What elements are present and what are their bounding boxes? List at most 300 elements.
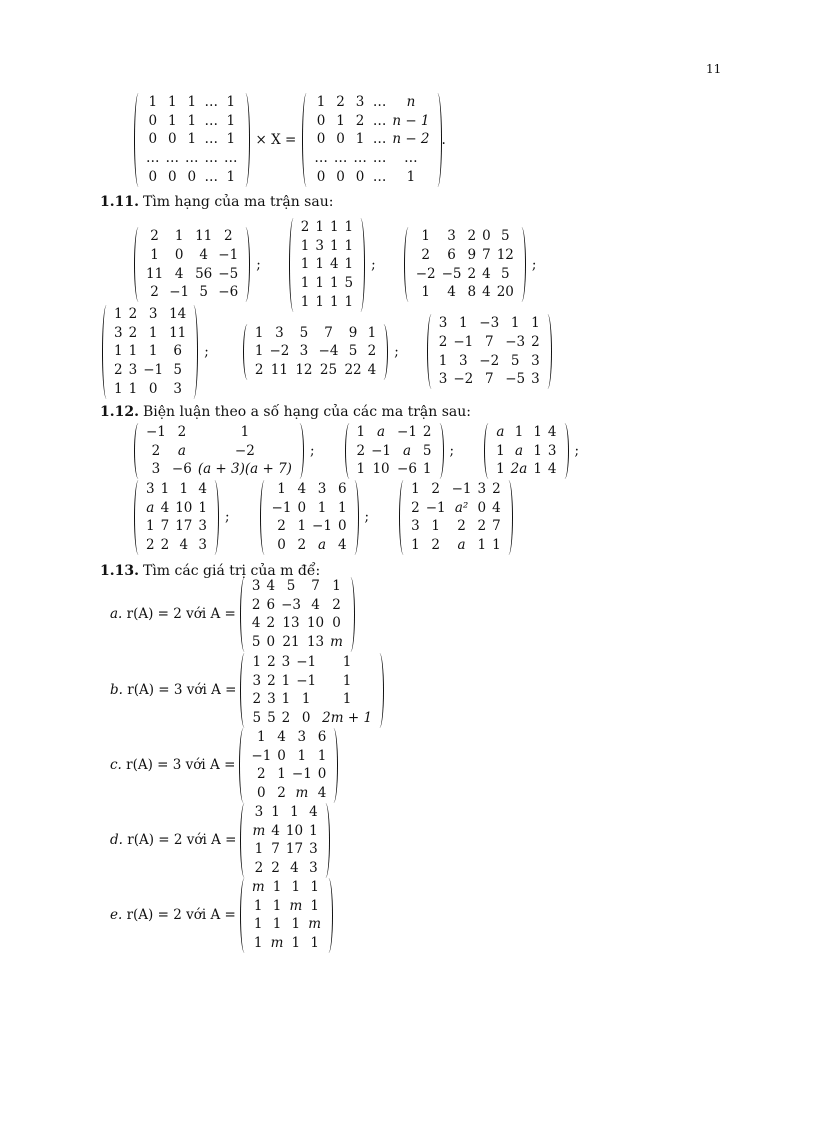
matrix-cell: 3 [438, 315, 448, 332]
matrix-cell: 1 [431, 518, 440, 535]
separator: ; [204, 343, 209, 360]
matrix-cell: 1 [317, 747, 327, 764]
matrix-cell: 1 [356, 461, 366, 478]
matrix-cell: 1 [114, 343, 123, 360]
matrix-cell: 2 [281, 710, 291, 727]
sub-question-label: e. r(A) = 2 với A = [110, 907, 236, 924]
matrix-cell: 3 [114, 324, 123, 341]
matrix-cell: 2 [300, 219, 310, 235]
matrix [302, 93, 441, 187]
matrix-cell: 3 [438, 371, 448, 388]
matrix-cell: −2 [479, 352, 500, 369]
matrix-cell: m [330, 634, 343, 651]
matrix-cell: 4 [199, 247, 208, 264]
matrix-cell: 1 [342, 672, 352, 689]
matrix-cell: 1 [301, 691, 311, 708]
matrix-cell: −4 [318, 343, 339, 360]
matrix-left-paren [240, 653, 249, 728]
matrix-cell: 1 [277, 481, 286, 497]
matrix-cell: 1 [300, 293, 310, 310]
matrix-cell: 5 [199, 284, 208, 301]
matrix-cell: a [496, 424, 505, 440]
matrix-cell: 2 [128, 306, 138, 322]
matrix-cell: 3 [447, 228, 456, 245]
matrix-cell: n − 1 [392, 112, 430, 129]
matrix-cell: 0 [477, 499, 487, 516]
matrix-cell: 22 [344, 362, 362, 379]
matrix-cell: 1 [272, 916, 282, 933]
matrix-cell: 1 [422, 461, 432, 478]
matrix [404, 227, 526, 302]
matrix-left-paren [260, 480, 269, 555]
matrix-cell: 1 [411, 537, 420, 554]
matrix-cell: 4 [198, 481, 207, 497]
exercise-number: 1.11. [100, 194, 139, 210]
matrix-cell: 1 [496, 442, 505, 459]
exercise-number: 1.13. [100, 563, 139, 579]
matrix-cell: 2 [467, 228, 477, 245]
exercise-title: Tìm hạng của ma trận sau: [142, 194, 334, 210]
matrix-cell: 12 [496, 247, 514, 264]
matrix-left-paren [240, 803, 249, 878]
matrix-cell: 1 [226, 168, 236, 185]
matrix-cell: 2 [150, 284, 159, 301]
sub-question-a [110, 577, 355, 652]
matrix-cell: −3 [505, 334, 526, 351]
matrix-cell: 4 [482, 265, 491, 282]
matrix-cell: 2 [421, 247, 430, 264]
matrix-cell: 1 [438, 352, 448, 369]
matrix-cell: 2 [297, 537, 307, 554]
matrix-left-paren [240, 577, 249, 652]
matrix-cell: … [165, 150, 179, 167]
matrix-cell: 5 [299, 324, 309, 341]
matrix-right-paren [435, 423, 444, 479]
matrix-cell: 1 [226, 94, 236, 110]
separator: ; [394, 343, 399, 360]
matrix-right-paren [321, 803, 330, 878]
matrix-cell: 5 [173, 362, 182, 379]
matrix-cell: 2 [477, 518, 487, 535]
matrix-cell: a [146, 499, 155, 516]
matrix-cell: 12 [295, 362, 313, 379]
matrix-cell: 1 [342, 691, 352, 708]
matrix [240, 878, 333, 953]
matrix-cell: 0 [187, 168, 197, 185]
matrix-cell: … [224, 150, 238, 167]
matrix-cell: 11 [270, 362, 288, 379]
matrix-cell: −1 [296, 672, 317, 689]
matrix-left-paren [289, 218, 298, 312]
matrix-cell: 1 [252, 654, 262, 670]
matrix-cell: 1 [309, 822, 318, 839]
matrix-cell: 1 [271, 804, 280, 820]
matrix-cell: 1 [160, 481, 170, 497]
matrix [240, 577, 355, 652]
matrix-cell: 3 [297, 729, 307, 745]
matrix-cell: −1 [146, 424, 166, 440]
matrix-right-paren [543, 314, 552, 389]
matrix-cell: 3 [275, 324, 284, 341]
equation-operator: × X = [255, 131, 297, 148]
matrix-cell: 2 [146, 537, 155, 554]
matrix-cell: 10 [175, 499, 193, 516]
matrix-cell: 4 [547, 424, 557, 440]
matrix-cell: −3 [281, 596, 301, 613]
matrix-cell: 3 [315, 237, 324, 254]
matrix-cell: −3 [479, 315, 500, 332]
matrix-left-paren [399, 480, 408, 555]
matrix-cell: 3 [146, 481, 155, 497]
matrix-cell: 1 [187, 94, 197, 110]
matrix-cell: 1 [297, 518, 307, 535]
matrix-cell: 4 [447, 284, 456, 301]
matrix-cell: −1 [143, 362, 164, 379]
sub-question-d [110, 803, 330, 878]
matrix-right-paren [350, 480, 359, 555]
matrix-cell: 1 [310, 897, 319, 914]
matrix-cell: 0 [277, 747, 286, 764]
matrix [240, 803, 329, 878]
matrix-cell: 2 [177, 424, 187, 440]
matrix-row [134, 480, 513, 555]
matrix-cell: 3 [531, 352, 540, 369]
exercise-title: Tìm các giá trị của m để: [142, 563, 321, 579]
matrix [484, 423, 568, 479]
matrix-cell: 1 [337, 499, 347, 516]
matrix-cell: 2 [254, 362, 264, 379]
matrix-cell: −2 [415, 265, 436, 282]
matrix-cell: 2 [150, 228, 159, 245]
matrix-left-paren [243, 324, 252, 380]
matrix-left-paren [302, 93, 311, 187]
matrix-cell: 0 [332, 615, 341, 632]
matrix-cell: −1 [371, 442, 392, 459]
matrix-cell: 2 [367, 343, 377, 360]
matrix-cell: 1 [174, 228, 184, 245]
matrix-right-paren [241, 93, 250, 187]
matrix-cell: 1 [316, 94, 326, 110]
matrix-left-paren [239, 728, 248, 803]
matrix-cell: −2 [234, 442, 255, 459]
matrix-cell: 3 [299, 343, 309, 360]
matrix-cell: … [204, 131, 218, 148]
separator: ; [224, 509, 230, 526]
matrix-cell: 1 [411, 481, 420, 497]
matrix-cell: 10 [285, 822, 304, 839]
separator: ; [371, 256, 376, 273]
matrix [134, 423, 304, 479]
matrix-cell: 2 [271, 860, 280, 877]
matrix-cell: … [146, 150, 160, 167]
matrix-cell: −5 [441, 265, 462, 282]
matrix [243, 324, 388, 380]
matrix-cell: 0 [277, 537, 286, 554]
matrix-cell: 0 [337, 518, 347, 535]
matrix-cell: 4 [160, 499, 170, 516]
matrix-cell: 7 [492, 518, 501, 535]
matrix-cell: 1 [310, 935, 319, 952]
matrix-cell: −1 [296, 654, 317, 670]
matrix-cell: 0 [148, 112, 158, 129]
matrix-cell: m [308, 916, 322, 933]
matrix-cell: 3 [547, 442, 557, 459]
matrix-cell: 1 [459, 315, 468, 332]
matrix [134, 93, 250, 187]
matrix-cell: 4 [179, 537, 189, 554]
matrix-cell: … [353, 150, 367, 167]
matrix-cell: 5 [500, 265, 510, 282]
matrix-right-paren [379, 324, 388, 380]
matrix-equation [134, 93, 446, 187]
matrix-cell: 1 [531, 315, 540, 332]
matrix-cell: 25 [319, 362, 338, 379]
matrix-cell: m [251, 879, 265, 895]
matrix-cell: 4 [367, 362, 377, 379]
matrix-cell: 4 [251, 615, 261, 632]
matrix-cell: 3 [148, 306, 158, 322]
matrix [240, 653, 384, 728]
matrix-cell: 1 [315, 219, 324, 235]
matrix-cell: 0 [167, 168, 177, 185]
matrix-cell: a [177, 442, 186, 459]
matrix-cell: a [317, 537, 327, 554]
matrix-cell: 1 [281, 672, 291, 689]
matrix-cell: n [406, 94, 416, 110]
separator: ; [364, 509, 370, 526]
matrix-cell: … [372, 168, 387, 185]
matrix-cell: 5 [251, 634, 261, 651]
matrix-cell: 7 [160, 518, 170, 535]
matrix-cell: 0 [174, 247, 184, 264]
matrix-cell: … [185, 150, 199, 167]
matrix-cell: 4 [266, 578, 276, 594]
matrix-cell: 2 [422, 424, 432, 440]
matrix-cell: −5 [218, 265, 239, 282]
matrix-cell: 20 [496, 284, 514, 301]
matrix-cell: 1 [187, 131, 197, 148]
matrix-cell: 1 [167, 112, 177, 129]
matrix-cell: −1 [218, 247, 239, 264]
matrix-cell: 1 [253, 897, 263, 914]
matrix-cell: 0 [167, 131, 177, 148]
matrix-cell: 7 [324, 324, 333, 341]
matrix-cell: 2 [251, 596, 261, 613]
matrix-cell: 1 [336, 112, 345, 129]
matrix-cell: 1 [355, 131, 365, 148]
matrix-cell: 13 [306, 634, 325, 651]
matrix-right-paren [356, 218, 365, 312]
matrix-left-paren [102, 305, 111, 399]
matrix-right-paren [241, 227, 250, 302]
matrix-cell: 7 [484, 371, 494, 388]
matrix-cell: 2m + 1 [322, 710, 373, 727]
matrix-cell: … [204, 94, 218, 110]
matrix-cell: 1 [297, 747, 307, 764]
matrix-cell: 2 [277, 518, 286, 535]
matrix-cell: 1 [317, 499, 327, 516]
matrix-cell: a [457, 537, 466, 554]
matrix [345, 423, 444, 479]
matrix-cell: 17 [285, 841, 304, 858]
exercise-heading [100, 194, 333, 210]
matrix-cell: a [402, 442, 411, 459]
matrix-cell: 3 [128, 362, 138, 379]
matrix-cell: 1 [329, 237, 339, 254]
matrix-cell: 11 [195, 228, 213, 245]
matrix-cell: 0 [316, 168, 326, 185]
matrix-cell: m [295, 785, 309, 802]
matrix-cell: 1 [254, 324, 264, 341]
matrix-cell: 1 [187, 112, 197, 129]
matrix-left-paren [345, 423, 354, 479]
matrix-cell: 2 [467, 265, 477, 282]
matrix-cell: m [289, 897, 303, 914]
matrix-cell: 2 [431, 481, 440, 497]
matrix-cell: 1 [198, 499, 207, 516]
matrix-right-paren [504, 480, 513, 555]
matrix-cell: 0 [316, 112, 326, 129]
matrix-cell: 3 [355, 94, 365, 110]
matrix-cell: 1 [492, 537, 501, 554]
matrix-cell: 2 [492, 481, 501, 497]
matrix-cell: 6 [266, 596, 276, 613]
matrix-cell: 0 [317, 766, 327, 783]
matrix-cell: −1 [291, 766, 312, 783]
matrix-cell: 6 [337, 481, 347, 497]
matrix-cell: 3 [198, 518, 207, 535]
matrix-cell: … [204, 150, 218, 167]
matrix-right-paren [324, 878, 333, 953]
matrix-cell: 1 [329, 293, 339, 310]
matrix-cell: 1 [533, 442, 542, 459]
matrix-cell: 1 [257, 729, 266, 745]
matrix-cell: −2 [453, 371, 474, 388]
matrix-cell: 1 [281, 691, 291, 708]
matrix-cell: 3 [252, 672, 262, 689]
matrix-cell: 1 [329, 219, 339, 235]
matrix-cell: 1 [300, 256, 310, 273]
matrix-cell: 1 [253, 935, 263, 952]
matrix-cell: 1 [344, 237, 354, 254]
matrix [399, 480, 513, 555]
matrix-cell: 1 [421, 284, 430, 301]
sub-question-b [110, 653, 384, 728]
sub-question-label: d. r(A) = 2 với A = [110, 832, 237, 849]
matrix-cell: 4 [290, 860, 299, 877]
matrix-cell: −1 [312, 518, 332, 535]
matrix-cell: 6 [173, 343, 182, 360]
matrix-cell: 1 [291, 935, 301, 952]
matrix-cell: 0 [355, 168, 365, 185]
matrix-right-paren [517, 227, 526, 302]
matrix-cell: 7 [311, 578, 320, 594]
matrix-cell: 11 [146, 265, 164, 282]
matrix-cell: 1 [148, 343, 158, 360]
matrix-cell: 1 [332, 578, 341, 594]
matrix-cell: 4 [309, 804, 318, 820]
matrix-cell: 2 [356, 442, 366, 459]
matrix-cell: 1 [300, 237, 310, 254]
matrix-cell: −6 [218, 284, 239, 301]
matrix-cell: 2 [223, 228, 233, 245]
matrix-cell: m [252, 822, 266, 839]
matrix-cell: 17 [175, 518, 193, 535]
matrix-cell: 0 [266, 634, 276, 651]
matrix-cell: 3 [281, 654, 291, 670]
matrix-cell: 0 [482, 228, 491, 245]
matrix-cell: 4 [547, 461, 557, 478]
matrix-cell: 4 [482, 284, 491, 301]
matrix-left-paren [134, 480, 143, 555]
matrix-cell: 1 [290, 804, 299, 820]
separator: ; [256, 256, 261, 273]
page-number: 11 [706, 62, 722, 76]
matrix-cell: 1 [114, 306, 123, 322]
matrix-cell: … [404, 150, 418, 167]
matrix-cell: 9 [467, 247, 477, 264]
matrix-cell: 1 [310, 879, 319, 895]
matrix-cell: 1 [254, 841, 264, 858]
matrix-cell: m [270, 935, 284, 952]
matrix-cell: 1 [421, 228, 430, 245]
matrix-cell: 4 [297, 481, 307, 497]
matrix-cell: … [204, 112, 218, 129]
matrix-cell: 5 [344, 275, 354, 292]
equation-end: . [441, 131, 446, 148]
exercise-title: Biện luận theo a số hạng của các ma trận sau: [142, 404, 472, 420]
matrix-cell: 3 [309, 841, 318, 858]
matrix-cell: 3 [151, 461, 161, 478]
matrix-cell: 1 [367, 324, 377, 341]
matrix-cell: 0 [301, 710, 311, 727]
sub-question-label: a. r(A) = 2 với A = [110, 606, 236, 623]
matrix-cell: −6 [171, 461, 192, 478]
matrix-cell: 2 [531, 334, 540, 351]
matrix-cell: 1 [179, 481, 189, 497]
separator: ; [449, 443, 455, 460]
matrix-cell: 2 [151, 442, 161, 459]
matrix-cell: −1 [425, 499, 446, 516]
matrix-cell: 3 [267, 691, 276, 708]
matrix-cell: … [372, 131, 387, 148]
matrix-cell: 4 [271, 822, 280, 839]
matrix-cell: −2 [269, 343, 290, 360]
matrix-cell: 2a [510, 461, 528, 478]
matrix-cell: 9 [348, 324, 358, 341]
matrix-cell: 1 [344, 256, 354, 273]
matrix-cell: 4 [329, 256, 339, 273]
matrix-cell: 2 [114, 362, 123, 379]
matrix-cell: 7 [482, 247, 491, 264]
matrix-cell: 4 [311, 596, 320, 613]
matrix-cell: 2 [266, 615, 276, 632]
matrix-right-paren [295, 423, 304, 479]
matrix-cell: 1 [315, 256, 324, 273]
matrix-cell: −1 [451, 481, 472, 497]
matrix-cell: 2 [252, 691, 262, 708]
matrix [102, 305, 198, 399]
matrix-cell: 2 [254, 860, 264, 877]
matrix-cell: 1 [146, 518, 155, 535]
matrix-cell: 14 [169, 306, 187, 322]
matrix-cell: 3 [309, 860, 318, 877]
matrix-cell: 0 [148, 168, 158, 185]
matrix-cell: 1 [148, 94, 158, 110]
exercise-number: 1.12. [100, 404, 139, 420]
matrix-cell: 4 [317, 785, 327, 802]
matrix-cell: 1 [300, 275, 310, 292]
